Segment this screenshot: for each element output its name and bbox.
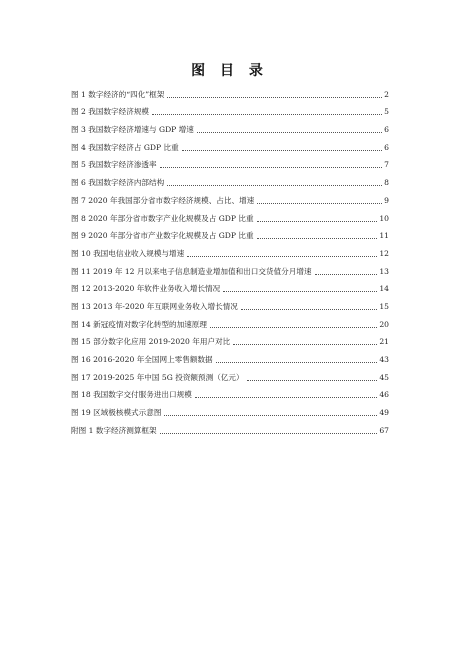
toc-entry-page: 21 bbox=[379, 337, 389, 347]
toc-entry-label: 图 2 我国数字经济规模 bbox=[71, 107, 150, 117]
toc-entry-page: 43 bbox=[379, 355, 389, 364]
dot-leader bbox=[216, 362, 378, 363]
dot-leader bbox=[167, 185, 382, 186]
toc-entry-page: 7 bbox=[384, 160, 389, 170]
dot-leader bbox=[315, 274, 378, 275]
toc-entry-label: 图 19 区域极核模式示意图 bbox=[71, 408, 162, 418]
toc-entry[interactable] bbox=[71, 400, 389, 418]
toc-entry[interactable] bbox=[71, 365, 389, 383]
toc-entry[interactable] bbox=[71, 100, 389, 118]
page-title: 图 目 录 bbox=[191, 63, 268, 79]
toc-entry-label: 图 11 2019 年 12 月以来电子信息制造业增加值和出口交货值分月增速 bbox=[71, 266, 312, 276]
toc-entry-page: 2 bbox=[384, 89, 389, 99]
dot-leader bbox=[223, 291, 377, 292]
toc-entry-page: 6 bbox=[384, 125, 389, 135]
toc-entry-page: 45 bbox=[379, 372, 389, 382]
toc-entry-page: 10 bbox=[379, 213, 389, 223]
toc-entry-label: 图 9 2020 年部分省市产业数字化规模及占 GDP 比重 bbox=[71, 231, 254, 241]
toc-entry[interactable] bbox=[71, 224, 389, 242]
toc-entry-label: 图 3 我国数字经济增速与 GDP 增速 bbox=[71, 125, 194, 135]
toc-entry-page: 14 bbox=[379, 284, 389, 294]
toc-entry[interactable] bbox=[71, 383, 389, 401]
toc-entry-label: 图 13 2013 年-2020 年互联网业务收入增长情况 bbox=[71, 301, 238, 311]
toc-entry-label: 图 12 2013-2020 年软件业务收入增长情况 bbox=[71, 284, 221, 294]
toc-entry[interactable] bbox=[71, 418, 389, 436]
toc-entry[interactable] bbox=[71, 135, 389, 153]
toc-entry-label: 图 17 2019-2025 年中国 5G 投资额预测（亿元） bbox=[71, 372, 244, 382]
dot-leader bbox=[247, 380, 378, 381]
toc-entry-label: 图 5 我国数字经济渗透率 bbox=[71, 160, 157, 170]
toc-entry-page: 46 bbox=[379, 390, 389, 400]
toc-entry-label: 图 6 我国数字经济内部结构 bbox=[71, 178, 165, 188]
toc-entry-page: 12 bbox=[379, 248, 389, 258]
toc-entry-label: 图 4 我国数字经济占 GDP 比重 bbox=[71, 142, 179, 152]
toc-entry-page: 6 bbox=[384, 142, 389, 152]
toc-entry-label: 图 14 新冠疫情对数字化转型的加速原理 bbox=[71, 319, 207, 329]
toc-entry[interactable] bbox=[71, 294, 389, 312]
toc-entry[interactable] bbox=[71, 82, 389, 100]
toc-entry[interactable] bbox=[71, 277, 389, 295]
toc-entry-label: 图 7 2020 年我国部分省市数字经济规模、占比、增速 bbox=[71, 195, 255, 205]
toc-entry-label: 图 8 2020 年部分省市数字产业化规模及占 GDP 比重 bbox=[71, 213, 254, 223]
toc-entry[interactable] bbox=[71, 347, 389, 365]
toc-entry-label: 图 10 我国电信业收入规模与增速 bbox=[71, 248, 185, 258]
toc-entry-page: 11 bbox=[379, 231, 389, 241]
dot-leader bbox=[257, 221, 378, 222]
dot-leader bbox=[164, 415, 377, 416]
toc-entry-label: 图 18 我国数字交付服务进出口规模 bbox=[71, 390, 192, 400]
toc-entry[interactable] bbox=[71, 188, 389, 206]
toc-entry-label: 图 1 数字经济的“四化”框架 bbox=[71, 89, 165, 99]
toc-entry-page: 5 bbox=[384, 107, 389, 117]
dot-leader bbox=[210, 327, 377, 328]
toc-entry[interactable] bbox=[71, 117, 389, 135]
dot-leader bbox=[195, 397, 378, 398]
dot-leader bbox=[167, 97, 382, 98]
toc-entry-page: 13 bbox=[379, 266, 389, 276]
toc-entry-page: 49 bbox=[379, 408, 389, 418]
toc-entry-page: 9 bbox=[384, 195, 389, 205]
dot-leader bbox=[197, 132, 382, 133]
toc-entry-page: 8 bbox=[384, 178, 389, 188]
toc-entry[interactable] bbox=[71, 259, 389, 277]
dot-leader bbox=[182, 150, 382, 151]
dot-leader bbox=[160, 433, 378, 434]
dot-leader bbox=[241, 309, 377, 310]
dot-leader bbox=[187, 256, 377, 257]
toc-entry[interactable] bbox=[71, 330, 389, 348]
toc-entry-label: 附图 1 数字经济测算框架 bbox=[71, 425, 157, 435]
dot-leader bbox=[233, 344, 377, 345]
table-of-figures bbox=[71, 82, 389, 436]
dot-leader bbox=[160, 167, 383, 168]
dot-leader bbox=[257, 238, 378, 239]
toc-entry[interactable] bbox=[71, 312, 389, 330]
toc-entry-page: 20 bbox=[379, 319, 389, 329]
toc-entry-label: 图 16 2016-2020 年全国网上零售额数据 bbox=[71, 355, 213, 364]
toc-entry-page: 67 bbox=[379, 425, 389, 435]
toc-entry[interactable] bbox=[71, 241, 389, 259]
toc-entry[interactable] bbox=[71, 153, 389, 171]
toc-entry[interactable] bbox=[71, 206, 389, 224]
toc-entry[interactable] bbox=[71, 170, 389, 188]
dot-leader bbox=[152, 114, 382, 115]
toc-entry-page: 15 bbox=[379, 301, 389, 311]
toc-entry-label: 图 15 部分数字化应用 2019-2020 年用户对比 bbox=[71, 337, 231, 347]
dot-leader bbox=[257, 203, 382, 204]
